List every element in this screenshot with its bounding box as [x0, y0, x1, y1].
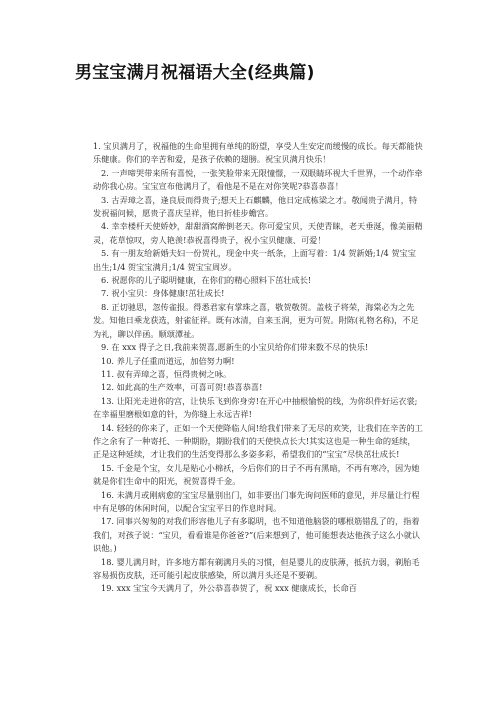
paragraph-1: 1. 宝贝满月了，祝福他的生命里拥有单纯的盼望，享受人生安定而缓慢的成长。每天都能快乐健康。你们的辛苦和爱，是孩子依赖的翅膀。祝宝贝满月快乐！: [93, 141, 423, 165]
paragraph-5: 5. 有一朋友给新婚夫妇一份贺礼，现金中夹一纸条，上面写着：1/4 贺新婚;1/4 贺宝宝出生;1/4 贺宝宝满月;1/4 贺宝宝周岁。: [93, 248, 416, 272]
paragraph-8: 8. 正切驰思，忽传雀报。得悉君家有掌珠之喜，敬贺敬贺。盖枝子将荣，海棠必为之先发。知他日乘龙获选，射雀征祥。既有冰清，自来玉润，更为可贺。附陈(礼物名称)，不足为礼，聊以伴函。顺颂潭祉。: [93, 301, 419, 339]
paragraph-15: 15. 千金是个宝，女儿是贴心小棉袄，今后你们的日子不再有黑暗，不再有寒冷，因为她就是你们生命中的阳光，祝贺喜得千金。: [93, 462, 420, 487]
paragraph-9: 9. 在 xxx 得子之日,我前来贺喜,愿新生的小宝贝给你们带来数不尽的快乐!: [101, 342, 369, 353]
page-title: 男宝宝满月祝福语大全(经典篇): [75, 63, 315, 83]
paragraph-16: 16. 未满月或刚病愈的宝宝尽量别出门，如非要出门事先询问医师的意见，并尽量让行程中有足够的休闲时间，以配合宝宝平日的作息时间。: [93, 489, 420, 513]
paragraph-17: 17. 同事兴匆匆的对我们形容他儿子有多聪明，也不知道他脑袋的哪根筋错乱了的，指着我们，对孩子说：“宝贝，看看谁是你爸爸?”(后来想到了，他可能想表达他孩子这么小就认识他。): [93, 516, 421, 554]
document-body: [93, 140, 423, 596]
paragraph-6: 6. 祝愿你的儿子聪明健康，在你们的精心照料下茁壮成长!: [101, 275, 312, 286]
paragraph-10: 10. 养儿子任重而道远，加倍努力啊!: [101, 355, 235, 366]
paragraph-14: 14. 轻轻的你来了，正如一个天使降临人间!给我们带来了无尽的欢笑，让我们在辛苦的工作之余有了一种寄托、一种期盼，期盼我们的天使快点长大!其实这也是一种生命的延续，正是这种延续，才让我们的生活变得那么多姿多彩，希望我们的“宝宝”尽快茁壮成长!: [93, 422, 423, 460]
paragraph-3: 3. 古弄璋之喜，逢良辰而得贵子;想天上石麒麟，他日定成栋梁之才。敬闻贵子满月，特发祝福问候，愿贵子喜庆呈祥，他日折桂步蟾宫。: [93, 194, 418, 219]
paragraph-18: 18. 婴儿满月时，许多地方都有剃满月头的习惯，但是婴儿的皮肤薄，抵抗力弱，剃胎毛容易损伤皮肤，还可能引起皮肤感染，所以满月头还是不要剃。: [93, 556, 420, 580]
paragraph-12: 12. 如此高的生产效率，可喜可贺!恭喜恭喜!: [101, 382, 263, 393]
paragraph-19: 19. xxx 宝宝今天满月了，外公恭喜恭贺了，祝 xxx 健康成长，长命百: [101, 583, 357, 594]
paragraph-2: 2. 一声啼哭带来所有喜悦，一张笑脸带来无限憧憬，一双眼睛环视大千世界，一个动作牵动你我心房。宝宝宣布他满月了，看他是不是在对你笑呢?恭喜恭喜！: [93, 167, 423, 192]
paragraph-13: 13. 让阳光走进你的宫，让快乐飞到你身旁!在开心中抽根愉悦的线，为你织件好运衣裳;在幸福里磨根如意的针，为你缝上永远吉祥!: [93, 395, 418, 420]
paragraph-11: 11. 叔有弄璋之喜，恒得贵树之咏。: [101, 368, 232, 379]
paragraph-7: 7. 祝小宝贝：身体健康!茁壮成长!: [101, 288, 225, 299]
paragraph-4: 4. 幸幸楼杆天使娇妙，甜甜酒窝醉倒老天。你可爱宝贝，天使青睐，老天垂涎，像美丽精灵，花草惊叹，旁人艳羡!恭祝喜得贵子，祝小宝贝健康、可爱！: [93, 221, 423, 245]
